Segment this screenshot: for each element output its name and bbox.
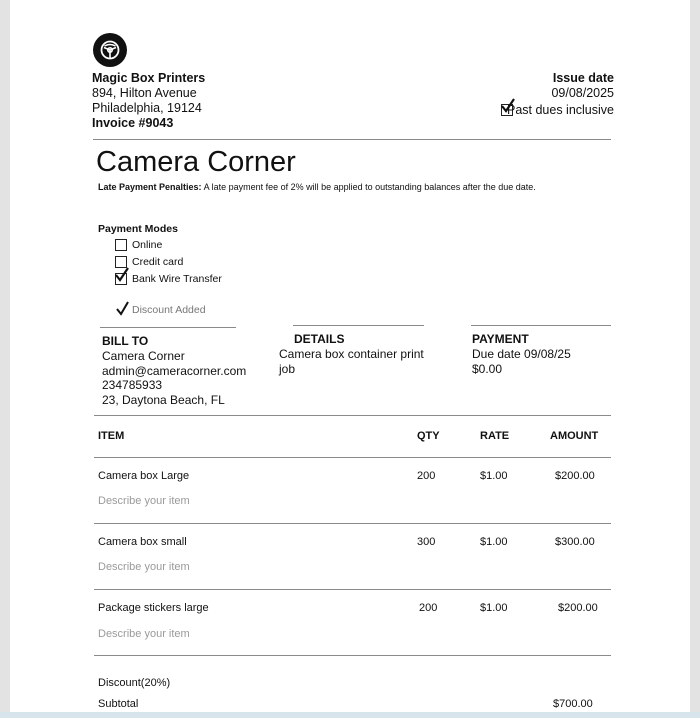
company-address-line2: Philadelphia, 19124 (92, 101, 202, 115)
checkmark-icon (116, 301, 130, 317)
row2-rate: $1.00 (480, 536, 508, 548)
header-divider (93, 139, 611, 140)
online-checkbox[interactable] (115, 239, 127, 251)
row3-amount: $200.00 (558, 602, 598, 614)
invoice-page (10, 0, 690, 718)
viewer-bottom-bar (0, 712, 700, 718)
details-line2: job (279, 362, 296, 376)
client-title: Camera Corner (96, 146, 296, 178)
bill-to-name: Camera Corner (102, 349, 185, 363)
payment-title: PAYMENT (472, 332, 529, 346)
rate-column-header: RATE (480, 430, 510, 442)
row3-rate: $1.00 (480, 602, 508, 614)
late-penalty-label: Late Payment Penalties: (98, 182, 202, 192)
row3-item-name: Package stickers large (98, 602, 209, 614)
bill-to-email: admin@cameracorner.com (102, 364, 247, 378)
row2-qty: 300 (417, 536, 436, 548)
row1-amount: $200.00 (555, 470, 595, 482)
amount-column-header: AMOUNT (550, 430, 599, 442)
online-label: Online (132, 239, 163, 251)
payment-amount: $0.00 (472, 362, 503, 376)
row1-item-name: Camera box Large (98, 470, 190, 482)
bill-to-title: BILL TO (102, 334, 149, 348)
row1-item-description[interactable]: Describe your item (98, 495, 190, 507)
details-divider (293, 325, 424, 326)
row2-divider (94, 589, 611, 590)
row1-rate: $1.00 (480, 470, 508, 482)
row2-item-description[interactable]: Describe your item (98, 561, 190, 573)
bill-to-phone: 234785933 (102, 378, 163, 392)
credit-card-label: Credit card (132, 256, 184, 268)
row1-qty: 200 (417, 470, 436, 482)
company-address-line1: 894, Hilton Avenue (92, 86, 197, 100)
late-penalty-text: A late payment fee of 2% will be applied to outstanding balances after the due date. (203, 182, 536, 192)
item-column-header: ITEM (98, 430, 125, 442)
checkmark-icon (114, 267, 130, 284)
bank-wire-label: Bank Wire Transfer (132, 273, 222, 285)
row3-divider (94, 655, 611, 656)
details-line1: Camera box container print (279, 347, 424, 361)
issue-date-label: Issue date (552, 71, 614, 85)
qty-column-header: QTY (417, 430, 440, 442)
payment-modes-title: Payment Modes (98, 223, 178, 235)
table-header-divider (94, 457, 611, 458)
past-dues-label: Past dues inclusive (506, 103, 614, 117)
row3-qty: 200 (419, 602, 438, 614)
issue-date-value: 09/08/2025 (551, 86, 614, 100)
gear-wheel-icon (99, 39, 121, 61)
late-penalty-note (98, 182, 618, 193)
discount-label: Discount(20%) (98, 677, 171, 689)
invoice-number: Invoice #9043 (92, 116, 174, 130)
table-top-divider (94, 415, 611, 416)
payment-divider (471, 325, 611, 326)
bank-wire-checkbox[interactable] (115, 273, 127, 285)
bill-to-divider (100, 327, 236, 328)
discount-checkbox[interactable] (116, 301, 130, 315)
details-title: DETAILS (294, 332, 345, 346)
row2-item-name: Camera box small (98, 536, 187, 548)
discount-added-label: Discount Added (132, 304, 206, 316)
bill-to-address: 23, Daytona Beach, FL (102, 393, 225, 407)
company-logo (93, 33, 127, 67)
subtotal-label: Subtotal (98, 698, 139, 710)
row2-amount: $300.00 (555, 536, 595, 548)
row1-divider (94, 523, 611, 524)
subtotal-value: $700.00 (553, 698, 593, 710)
payment-due-date: Due date 09/08/25 (472, 347, 571, 361)
row3-item-description[interactable]: Describe your item (98, 628, 190, 640)
company-name: Magic Box Printers (92, 71, 206, 85)
